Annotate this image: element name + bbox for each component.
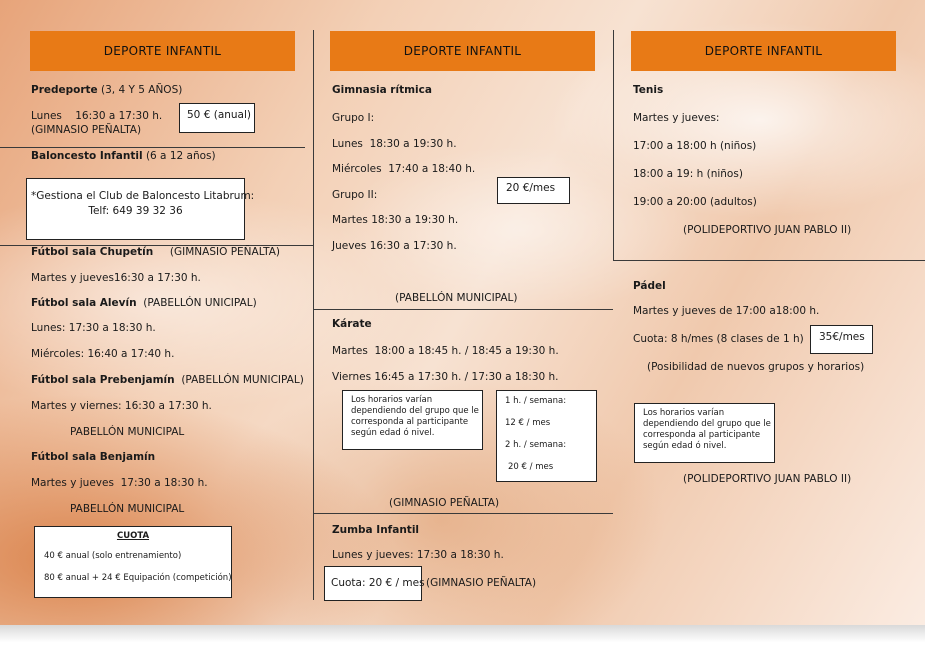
gimnasia-line3: Martes 18:30 a 19:30 h. bbox=[332, 214, 459, 226]
gimnasia-line1: Lunes 18:30 a 19:30 h. bbox=[332, 138, 457, 150]
tenis-line2: 18:00 a 19: h (niños) bbox=[633, 168, 743, 180]
cuota-line2: 80 € anual + 24 € Equipación (competición) bbox=[44, 573, 232, 583]
benjamin-schedule: Martes y jueves 17:30 a 18:30 h. bbox=[31, 477, 208, 489]
baloncesto-note-line2: Telf: 649 39 32 36 bbox=[88, 205, 183, 217]
column-3-header: DEPORTE INFANTIL bbox=[631, 31, 896, 71]
baloncesto-note-line1: *Gestiona el Club de Baloncesto Litabrum: bbox=[31, 190, 255, 202]
gimnasia-venue: (PABELLÓN MUNICIPAL) bbox=[395, 292, 518, 304]
benjamin-venue: PABELLÓN MUNICIPAL bbox=[70, 503, 185, 515]
divider bbox=[313, 513, 613, 514]
baloncesto-heading: Baloncesto Infantil (6 a 12 años) bbox=[31, 150, 216, 162]
padel-price-box bbox=[810, 325, 873, 354]
padel-note-line: dependiendo del grupo que le bbox=[643, 419, 771, 429]
karate-note-line: Los horarios varían bbox=[351, 395, 433, 405]
predeporte-heading: Predeporte (3, 4 Y 5 AÑOS) bbox=[31, 84, 183, 96]
baloncesto-note-box bbox=[26, 178, 255, 240]
gimnasia-price: 20 €/mes bbox=[506, 182, 556, 194]
divider bbox=[613, 260, 925, 261]
karate-prices-box bbox=[496, 390, 597, 482]
predeporte-schedule: Lunes 16:30 a 17:30 h. bbox=[31, 110, 163, 122]
zumba-schedule: Lunes y jueves: 17:30 a 18:30 h. bbox=[332, 549, 504, 561]
gimnasia-price-box bbox=[497, 177, 570, 204]
padel-price: 35€/mes bbox=[819, 331, 865, 343]
padel-note: (Posibilidad de nuevos grupos y horarios) bbox=[647, 361, 865, 373]
column-divider-1 bbox=[313, 30, 314, 600]
chupetin-schedule: Martes y jueves16:30 a 17:30 h. bbox=[31, 272, 201, 284]
alevin-line2: Miércoles: 16:40 a 17:40 h. bbox=[31, 348, 175, 360]
karate-note-line: corresponda al participante bbox=[351, 417, 469, 427]
karate-price-line: 1 h. / semana: bbox=[505, 396, 567, 406]
gimnasia-line2: Miércoles 17:40 a 18:40 h. bbox=[332, 163, 476, 175]
zumba-heading: Zumba Infantil bbox=[332, 524, 420, 536]
gimnasia-group2: Grupo II: bbox=[332, 189, 378, 201]
karate-note-box bbox=[342, 390, 483, 450]
padel-note-line: Los horarios varían bbox=[643, 408, 725, 418]
predeporte-price: 50 € (anual) bbox=[187, 109, 252, 121]
predeporte-venue: (GIMNASIO PEÑALTA) bbox=[31, 124, 142, 136]
zumba-venue: (GIMNASIO PEÑALTA) bbox=[426, 577, 537, 589]
padel-heading: Pádel bbox=[633, 280, 666, 292]
cuota-box bbox=[34, 526, 232, 598]
alevin-heading: Fútbol sala Alevín (PABELLÓN UNICIPAL) bbox=[31, 297, 257, 309]
karate-price-line: 20 € / mes bbox=[508, 462, 554, 472]
gimnasia-heading: Gimnasia rítmica bbox=[332, 84, 432, 96]
column-divider-2 bbox=[613, 30, 614, 260]
zumba-price: Cuota: 20 € / mes bbox=[331, 577, 425, 589]
tenis-days: Martes y jueves: bbox=[633, 112, 720, 124]
divider bbox=[0, 147, 305, 148]
padel-note-line: corresponda al participante bbox=[643, 430, 761, 440]
karate-line1: Martes 18:00 a 18:45 h. / 18:45 a 19:30 h. bbox=[332, 345, 559, 357]
karate-price-line: 12 € / mes bbox=[505, 418, 551, 428]
column-2-header: DEPORTE INFANTIL bbox=[330, 31, 595, 71]
padel-note-line: según edad ó nivel. bbox=[643, 441, 727, 451]
karate-price-line: 2 h. / semana: bbox=[505, 440, 567, 450]
predeporte-price-box bbox=[179, 103, 255, 133]
prebenjamin-heading: Fútbol sala Prebenjamín (PABELLÓN MUNICIPAL) bbox=[31, 374, 304, 386]
gimnasia-line4: Jueves 16:30 a 17:30 h. bbox=[332, 240, 457, 252]
divider bbox=[313, 309, 613, 310]
prebenjamin-venue: PABELLÓN MUNICIPAL bbox=[70, 426, 185, 438]
cuota-line1: 40 € anual (solo entrenamiento) bbox=[44, 551, 182, 561]
padel-cuota: Cuota: 8 h/mes (8 clases de 1 h) bbox=[633, 333, 804, 345]
karate-note-line: según edad ó nivel. bbox=[351, 428, 435, 438]
karate-line2: Viernes 16:45 a 17:30 h. / 17:30 a 18:30 h. bbox=[332, 371, 559, 383]
tenis-line1: 17:00 a 18:00 h (niños) bbox=[633, 140, 757, 152]
tenis-line3: 19:00 a 20:00 (adultos) bbox=[633, 196, 757, 208]
tenis-heading: Tenis bbox=[633, 84, 664, 96]
page-shadow bbox=[0, 625, 925, 654]
zumba-price-box bbox=[324, 566, 425, 601]
cuota-title: CUOTA bbox=[116, 531, 150, 541]
column-1-header: DEPORTE INFANTIL bbox=[30, 31, 295, 71]
padel-venue: (POLIDEPORTIVO JUAN PABLO II) bbox=[683, 473, 852, 485]
karate-note-line: dependiendo del grupo que le bbox=[351, 406, 479, 416]
tenis-venue: (POLIDEPORTIVO JUAN PABLO II) bbox=[683, 224, 852, 236]
padel-schedule: Martes y jueves de 17:00 a18:00 h. bbox=[633, 305, 820, 317]
padel-note-box bbox=[634, 403, 775, 463]
gimnasia-group1: Grupo I: bbox=[332, 112, 375, 124]
alevin-line1: Lunes: 17:30 a 18:30 h. bbox=[31, 322, 156, 334]
benjamin-heading: Fútbol sala Benjamín bbox=[31, 451, 156, 463]
chupetin-heading: Fútbol sala Chupetín (GIMNASIO PEÑALTA) bbox=[31, 246, 280, 258]
prebenjamin-schedule: Martes y viernes: 16:30 a 17:30 h. bbox=[31, 400, 212, 412]
karate-venue: (GIMNASIO PEÑALTA) bbox=[389, 497, 500, 509]
karate-heading: Kárate bbox=[332, 318, 372, 330]
